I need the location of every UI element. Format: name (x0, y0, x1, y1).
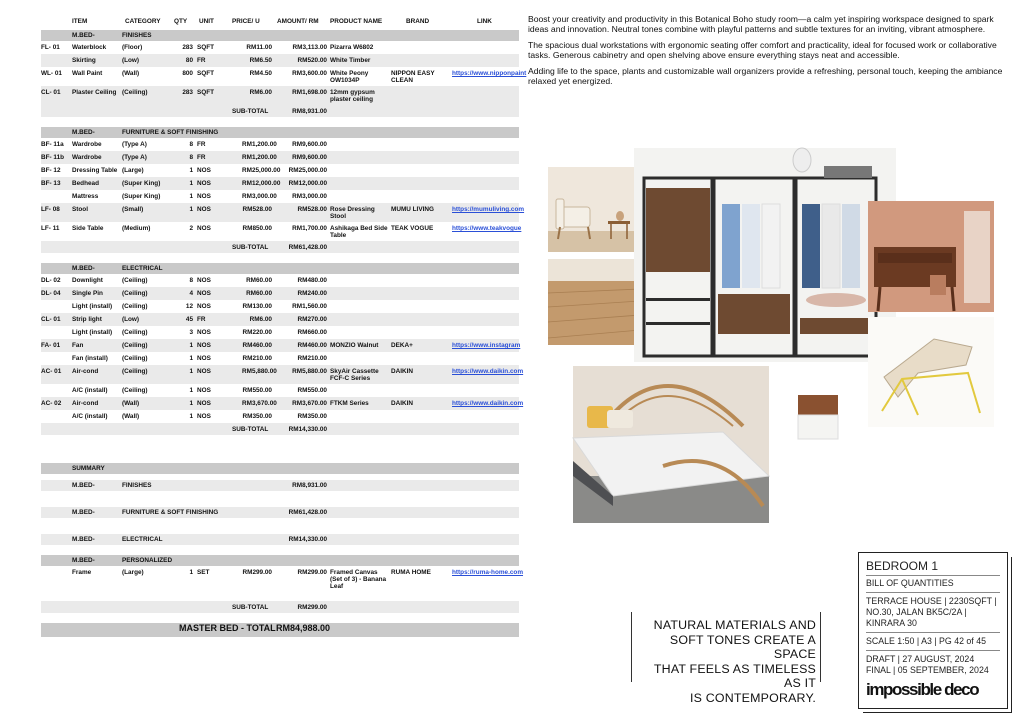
cell-item: Mattress (72, 193, 99, 200)
cell-amount: RM3,670.00 (292, 400, 327, 407)
summary-title: SUMMARY (72, 465, 105, 472)
cell-product: Rose Dressing Stool (330, 206, 375, 220)
divider (866, 575, 1000, 576)
cell-unit: NOS (197, 303, 211, 310)
cell-price: RM60.00 (246, 277, 272, 284)
scale-info: SCALE 1:50 | A3 | PG 42 of 45 (866, 636, 986, 646)
cell-unit: NOS (197, 290, 211, 297)
cell-amount: RM240.00 (297, 290, 327, 297)
cell-code: LF- 11 (41, 225, 60, 232)
cell-price: RM299.00 (242, 569, 272, 576)
quote-line: NATURAL MATERIALS AND (653, 618, 816, 632)
cell-product: Ashikaga Bed Side Table (330, 225, 388, 239)
table-row (41, 339, 519, 352)
cell-price: RM1,200.00 (242, 154, 277, 161)
subtotal-label: SUB-TOTAL (232, 244, 269, 251)
cell-product: Framed Canvas (Set of 3) - Banana Leaf (330, 569, 387, 590)
wooden-stool-illustration (792, 391, 846, 443)
quote-text (636, 618, 816, 705)
spacer (41, 435, 519, 463)
cell-amount: RM210.00 (297, 355, 327, 362)
master-total-value: RM84,988.00 (276, 623, 331, 633)
section-header (41, 555, 519, 566)
col-category: CATEGORY (125, 18, 161, 25)
cell-price: RM6.00 (249, 316, 272, 323)
description-paragraph: Adding life to the space, plants and customizable wall organizers provide a refreshing, personal touch, keeping the ambiance relaxed yet energized. (528, 66, 1003, 86)
cell-item: Fan (install) (72, 355, 108, 362)
cell-price: RM550.00 (242, 387, 272, 394)
room-title: BEDROOM 1 (866, 559, 939, 573)
cell-cat: (Medium) (122, 225, 151, 232)
cell-item: Plaster Ceiling (72, 89, 117, 96)
cell-cat: (Floor) (122, 44, 143, 51)
cell-amount: RM1,698.00 (292, 89, 327, 96)
armchair-illustration (548, 167, 640, 252)
spacer (41, 253, 519, 263)
cell-product: SkyAir Cassette FCF-C Series (330, 368, 379, 382)
cell-item: Wardrobe (72, 154, 102, 161)
brand-logo: impossible deco (866, 680, 979, 699)
cell-price: RM6.50 (249, 57, 272, 64)
cell-brand: DAIKIN (391, 400, 414, 407)
cell-unit: FR (197, 316, 206, 323)
subtotal-value: RM8,931.00 (292, 108, 327, 115)
cell-product: 12mm gypsum plaster ceiling (330, 89, 375, 103)
cell-cat: (Ceiling) (122, 89, 148, 96)
cell-item: Wall Paint (72, 70, 103, 77)
armchair-photo (548, 167, 640, 252)
lounge-chair-illustration (868, 317, 994, 427)
cell-unit: SQFT (197, 89, 215, 96)
col-product: PRODUCT NAME (330, 18, 383, 25)
section-code: M.BED- (72, 32, 95, 39)
section-header (41, 30, 519, 41)
cell-price: RM11.00 (246, 44, 272, 51)
cell-price: RM350.00 (242, 413, 272, 420)
section-header (41, 127, 519, 138)
cell-product: MONZIO Walnut (330, 342, 379, 349)
cell-unit: FR (197, 57, 206, 64)
cell-cat: (Large) (122, 569, 144, 576)
table-row (41, 86, 519, 105)
col-price: PRICE/ U (232, 18, 260, 25)
cell-unit: NOS (197, 180, 211, 187)
cell-product: Pizarra W6802 (330, 44, 374, 51)
cell-price: RM60.00 (246, 290, 272, 297)
section-header (41, 507, 519, 518)
cell-amount: RM350.00 (297, 413, 327, 420)
cell-item: Waterblock (72, 44, 107, 51)
cell-price: RM850.00 (242, 225, 272, 232)
cell-link[interactable]: https://www.daikin.com (452, 368, 524, 375)
subtotal-label: SUB-TOTAL (232, 604, 269, 611)
cell-code: AC- 01 (41, 368, 62, 375)
cell-qty: 1 (189, 400, 193, 407)
cell-price: RM6.00 (249, 89, 272, 96)
cell-cat: (Wall) (122, 400, 140, 407)
cell-qty: 1 (189, 355, 193, 362)
cell-qty: 1 (189, 180, 193, 187)
cell-cat: (Ceiling) (122, 342, 148, 349)
subtotal-row (41, 241, 519, 253)
cell-price: RM1,200.00 (242, 141, 277, 148)
cell-code: BF- 11b (41, 154, 65, 161)
cell-cat: (Low) (122, 57, 140, 64)
address-line: TERRACE HOUSE | 2230SQFT | (866, 596, 997, 606)
cell-cat: (Small) (122, 206, 144, 213)
quote-line: SOFT TONES CREATE A SPACE (669, 632, 816, 661)
table-header (41, 14, 519, 30)
cell-code: FL- 01 (41, 44, 60, 51)
section-name: ELECTRICAL (122, 536, 163, 543)
cell-product: FTKM Series (330, 400, 369, 407)
table-row (41, 41, 519, 54)
cell-qty: 1 (189, 167, 193, 174)
cell-link[interactable]: https://www.daikin.com (452, 400, 524, 407)
cell-qty: 12 (185, 303, 193, 310)
room-description (528, 14, 1006, 92)
cell-brand: DEKA+ (391, 342, 413, 349)
table-row (41, 384, 519, 397)
summary-header (41, 463, 519, 474)
wooden-stool-photo (792, 391, 846, 443)
section-code: M.BED- (72, 536, 95, 543)
cell-amount: RM3,600.00 (292, 70, 327, 77)
spacer (41, 591, 519, 601)
cell-item: Bedhead (72, 180, 99, 187)
table-row (41, 67, 527, 86)
cell-price: RM25,000.00 (242, 167, 281, 174)
cell-code: BF- 13 (41, 180, 61, 187)
cell-qty: 1 (189, 193, 193, 200)
cell-item: Air-cond (72, 368, 99, 375)
subtotal-value: RM14,330.00 (288, 426, 327, 433)
cell-unit: NOS (197, 167, 211, 174)
cell-amount: RM5,880.00 (292, 368, 327, 375)
col-link: LINK (477, 18, 492, 25)
cell-cat: (Large) (122, 167, 144, 174)
cell-link[interactable]: https://www.instagram (452, 342, 521, 349)
cell-code: FA- 01 (41, 342, 61, 349)
cell-code: WL- 01 (41, 70, 62, 77)
cell-amount: RM460.00 (297, 342, 327, 349)
cell-unit: NOS (197, 342, 211, 349)
cell-cat: (Ceiling) (122, 355, 148, 362)
table-row (41, 397, 524, 410)
lounge-chair-photo (868, 317, 994, 427)
cell-cat: (Wall) (122, 413, 140, 420)
master-total-row (41, 623, 519, 637)
cell-code: DL- 04 (41, 290, 61, 297)
cell-item: Downlight (72, 277, 103, 284)
document-type: BILL OF QUANTITIES (866, 578, 954, 588)
table-row (41, 203, 525, 222)
cell-brand: MUMU LIVING (391, 206, 434, 213)
divider (866, 632, 1000, 633)
title-block (858, 552, 1008, 709)
table-row (41, 566, 524, 591)
cell-cat: (Wall) (122, 70, 140, 77)
cell-code: DL- 02 (41, 277, 61, 284)
cell-item: Skirting (72, 57, 96, 64)
cell-price: RM4.50 (249, 70, 272, 77)
table-row (41, 164, 519, 177)
section-header (41, 263, 519, 274)
cell-qty: 1 (189, 387, 193, 394)
summary-amount: RM14,330.00 (288, 536, 327, 543)
wood-floor-illustration (548, 259, 640, 345)
subtotal-value: RM299.00 (297, 604, 327, 611)
cell-item: Fan (72, 342, 84, 349)
wood-floor-photo (548, 259, 640, 345)
cell-amount: RM528.00 (297, 206, 327, 213)
cell-amount: RM299.00 (297, 569, 327, 576)
section-name: FURNITURE & SOFT FINISHING (122, 129, 219, 136)
section-code: M.BED- (72, 482, 95, 489)
cell-code: CL- 01 (41, 316, 61, 323)
cell-qty: 1 (189, 413, 193, 420)
cell-qty: 2 (189, 225, 193, 232)
col-qty: QTY (174, 18, 188, 25)
col-amount: AMOUNT/ RM (277, 18, 319, 25)
table-row (41, 326, 519, 339)
spacer (41, 545, 519, 555)
cell-qty: 1 (189, 368, 193, 375)
cell-item: Air-cond (72, 400, 99, 407)
subtotal-row (41, 601, 519, 613)
section-code: M.BED- (72, 557, 95, 564)
cell-item: A/C (install) (72, 387, 108, 394)
cell-cat: (Low) (122, 316, 140, 323)
cell-qty: 4 (189, 290, 193, 297)
summary-amount: RM8,931.00 (292, 482, 327, 489)
spacer (41, 518, 519, 528)
col-item: ITEM (72, 18, 88, 25)
cell-amount: RM3,113.00 (292, 44, 327, 51)
subtotal-row (41, 423, 519, 435)
cell-item: Dressing Table (72, 167, 118, 174)
subtotal-value: RM61,428.00 (288, 244, 327, 251)
cell-qty: 1 (189, 206, 193, 213)
section-name: FINISHES (122, 32, 152, 39)
section-name: FURNITURE & SOFT FINISHING (122, 509, 219, 516)
cell-item: Side Table (72, 225, 104, 232)
wardrobe-photo (634, 148, 896, 362)
cell-item: Light (install) (72, 303, 113, 310)
master-total-label: MASTER BED - TOTAL (179, 623, 276, 633)
cell-qty: 283 (182, 44, 193, 51)
section-name: ELECTRICAL (122, 265, 163, 272)
cell-qty: 8 (189, 277, 193, 284)
cell-qty: 800 (182, 70, 193, 77)
cell-qty: 8 (189, 154, 193, 161)
table-row (41, 287, 519, 300)
cell-cat: (Ceiling) (122, 277, 148, 284)
cell-amount: RM520.00 (297, 57, 327, 64)
cell-unit: NOS (197, 225, 211, 232)
cell-link[interactable]: https://mumuliving.com (452, 206, 525, 213)
section-name: FINISHES (122, 482, 152, 489)
dressing-table-illustration (868, 201, 994, 312)
cell-unit: FR (197, 141, 206, 148)
section-header (41, 534, 519, 545)
cell-brand: TEAK VOGUE (391, 225, 434, 232)
draft-date: DRAFT | 27 AUGUST, 2024 (866, 654, 975, 664)
table-row (41, 222, 522, 241)
cell-amount: RM12,000.00 (288, 180, 327, 187)
cell-amount: RM550.00 (297, 387, 327, 394)
rattan-bed-illustration (573, 366, 769, 523)
section-code: M.BED- (72, 509, 95, 516)
wardrobe-illustration (634, 148, 896, 362)
cell-unit: FR (197, 154, 206, 161)
cell-code: BF- 12 (41, 167, 61, 174)
cell-qty: 3 (189, 329, 193, 336)
cell-amount: RM480.00 (297, 277, 327, 284)
section-header (41, 480, 519, 491)
cell-brand: RUMA HOME (391, 569, 431, 576)
cell-price: RM210.00 (242, 355, 272, 362)
cell-brand: DAIKIN (391, 368, 414, 375)
cell-unit: SQFT (197, 44, 215, 51)
table-row (41, 300, 519, 313)
cell-unit: NOS (197, 193, 211, 200)
cell-price: RM12,000.00 (242, 180, 281, 187)
cell-price: RM460.00 (242, 342, 272, 349)
cell-item: A/C (install) (72, 413, 108, 420)
table-row (41, 274, 519, 287)
design-quote (631, 612, 821, 705)
cell-brand: NIPPON EASY CLEAN (391, 70, 435, 84)
cell-cat: (Ceiling) (122, 303, 148, 310)
cell-product: White Peony OW1034P (330, 70, 369, 84)
cell-qty: 45 (185, 316, 193, 323)
cell-code: BF- 11a (41, 141, 64, 148)
cell-amount: RM9,600.00 (292, 141, 327, 148)
cell-item: Light (install) (72, 329, 113, 336)
section-code: M.BED- (72, 265, 95, 272)
cell-price: RM5,880.00 (242, 368, 277, 375)
cell-unit: NOS (197, 329, 211, 336)
cell-link[interactable]: https://ruma-home.com (452, 569, 524, 576)
cell-amount: RM3,000.00 (292, 193, 327, 200)
cell-cat: (Ceiling) (122, 329, 148, 336)
cell-item: Wardrobe (72, 141, 102, 148)
cell-price: RM3,670.00 (242, 400, 277, 407)
table-row (41, 313, 519, 326)
cell-amount: RM1,700.00 (292, 225, 327, 232)
cell-cat: (Ceiling) (122, 387, 148, 394)
cell-unit: NOS (197, 400, 211, 407)
cell-link[interactable]: https://www.teakvogue (452, 225, 522, 232)
cell-code: AC- 02 (41, 400, 62, 407)
table-row (41, 151, 519, 164)
cell-qty: 1 (189, 342, 193, 349)
cell-amount: RM9,600.00 (292, 154, 327, 161)
cell-price: RM130.00 (242, 303, 272, 310)
table-row (41, 410, 519, 423)
cell-code: LF- 08 (41, 206, 60, 213)
cell-cat: (Type A) (122, 154, 147, 161)
cell-cat: (Ceiling) (122, 368, 148, 375)
spacer (41, 117, 519, 127)
description-paragraph: The spacious dual workstations with ergonomic seating offer comfort and practicality, ideal for focused work or collaborative tasks. Generous cabinetry and open shelving above ensure everything stays neat and accessible. (528, 40, 997, 60)
cell-amount: RM1,560.00 (292, 303, 327, 310)
cell-price: RM220.00 (242, 329, 272, 336)
table-row (41, 54, 519, 67)
quote-line: IS CONTEMPORARY. (690, 690, 816, 705)
rattan-bed-photo (573, 366, 769, 523)
quote-line: THAT FEELS AS TIMELESS AS IT (653, 661, 816, 690)
cell-qty: 283 (182, 89, 193, 96)
cell-cat: (Ceiling) (122, 290, 148, 297)
cell-amount: RM25,000.00 (288, 167, 327, 174)
col-brand: BRAND (406, 18, 430, 25)
subtotal-label: SUB-TOTAL (232, 108, 269, 115)
cell-qty: 80 (185, 57, 193, 64)
table-row (41, 365, 524, 384)
cell-cat: (Type A) (122, 141, 147, 148)
cell-unit: NOS (197, 206, 211, 213)
divider (866, 592, 1000, 593)
cell-qty: 1 (189, 569, 193, 576)
cell-item: Strip light (72, 316, 102, 323)
address-line: NO.30, JALAN BK5C/2A | (866, 607, 967, 617)
spacer (41, 491, 519, 501)
cell-link[interactable]: https://www.nipponpaint (452, 70, 527, 77)
cell-amount: RM270.00 (297, 316, 327, 323)
subtotal-row (41, 105, 519, 117)
table-row (41, 352, 519, 365)
divider (866, 650, 1000, 651)
cell-qty: 8 (189, 141, 193, 148)
subtotal-label: SUB-TOTAL (232, 426, 269, 433)
boq-table (41, 14, 527, 637)
cell-product: White Timber (330, 57, 371, 64)
cell-cat: (Super King) (122, 180, 161, 187)
col-unit: UNIT (199, 18, 214, 25)
cell-item: Stool (72, 206, 88, 213)
cell-item: Single Pin (72, 290, 103, 297)
cell-unit: NOS (197, 277, 211, 284)
address-line: KINRARA 30 (866, 618, 917, 628)
cell-unit: SQFT (197, 70, 215, 77)
table-row (41, 190, 519, 203)
cell-unit: SET (197, 569, 210, 576)
cell-amount: RM660.00 (297, 329, 327, 336)
section-name: PERSONALIZED (122, 557, 173, 564)
final-date: FINAL | 05 SEPTEMBER, 2024 (866, 665, 989, 675)
cell-price: RM3,000.00 (242, 193, 277, 200)
cell-unit: NOS (197, 387, 211, 394)
description-paragraph: Boost your creativity and productivity in this Botanical Boho study room—a calm yet inspiring workspace designed to spark ideas and innovation. Neutral tones combine with playful patterns and subtle textures for an inviting, vibrant atmosphere. (528, 14, 994, 34)
table-row (41, 138, 519, 151)
dressing-table-photo (868, 201, 994, 312)
section-code: M.BED- (72, 129, 95, 136)
cell-item: Frame (72, 569, 92, 576)
cell-price: RM528.00 (242, 206, 272, 213)
summary-amount: RM61,428.00 (288, 509, 327, 516)
cell-code: CL- 01 (41, 89, 61, 96)
cell-unit: NOS (197, 413, 211, 420)
cell-unit: NOS (197, 368, 211, 375)
table-row (41, 177, 519, 190)
cell-cat: (Super King) (122, 193, 161, 200)
cell-unit: NOS (197, 355, 211, 362)
